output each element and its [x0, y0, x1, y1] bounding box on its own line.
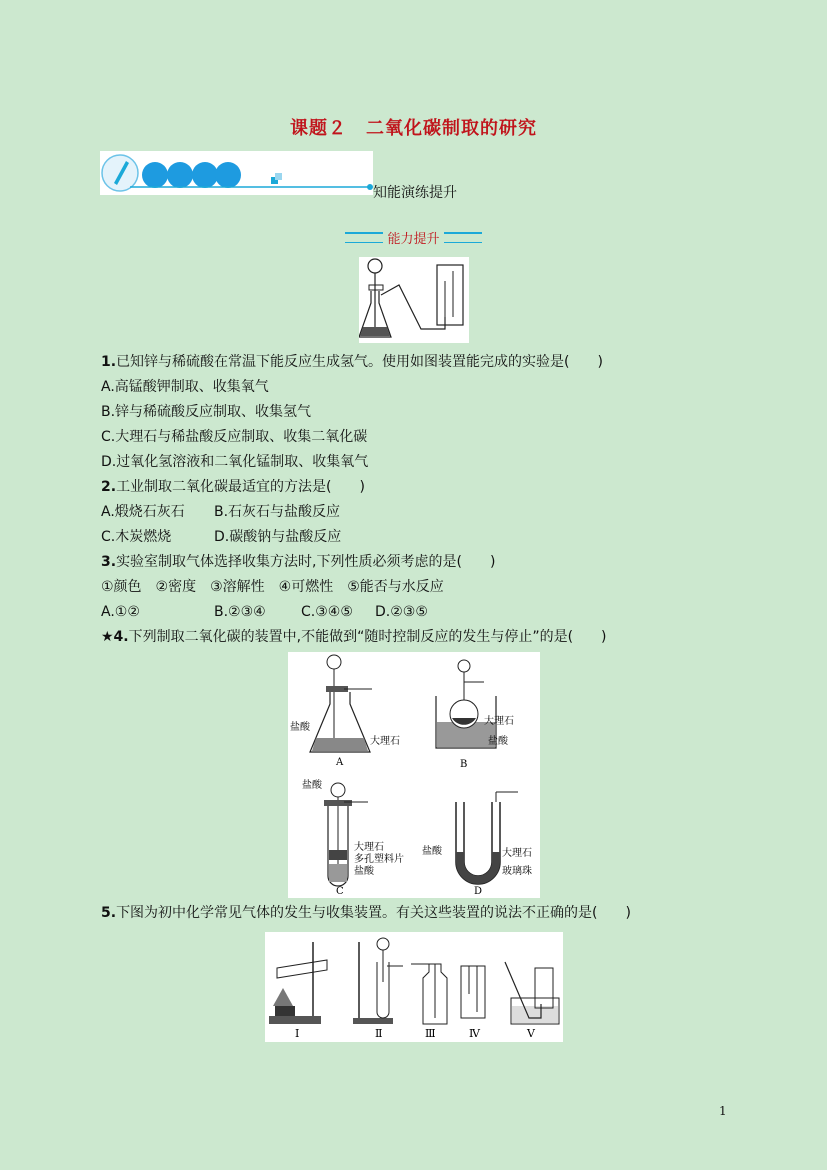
q5-label-5: Ⅴ	[527, 1027, 535, 1040]
q1-text: 已知锌与稀硫酸在常温下能反应生成氢气。使用如图装置能完成的实验是( )	[116, 354, 603, 370]
q2-text: 工业制取二氧化碳最适宜的方法是( )	[116, 479, 365, 495]
q2-option-d: D.碳酸钠与盐酸反应	[214, 529, 342, 545]
q3-option-a: A.①②	[101, 604, 140, 620]
q4-d-label: D	[474, 886, 483, 897]
section-line-right	[444, 232, 482, 243]
q5-label-4: Ⅳ	[469, 1027, 480, 1040]
q5-stem	[101, 903, 631, 923]
q2-number: 2.	[101, 479, 117, 495]
q4-d-marble-label: 大理石	[502, 848, 532, 859]
banner-dot	[215, 162, 241, 188]
q3-option-b: B.②③④	[214, 604, 266, 620]
q3-option-d: D.②③⑤	[375, 604, 428, 620]
q2-option-c: C.木炭燃烧	[101, 529, 172, 545]
q4-c-plate-label: 多孔塑料片	[354, 854, 404, 865]
q4-d-beads-label: 玻璃珠	[502, 866, 532, 877]
q4-a-marble-label: 大理石	[370, 736, 400, 747]
q4-b-label: B	[460, 759, 468, 770]
page-number: 1	[719, 1104, 727, 1118]
q3-option-c: C.③④⑤	[301, 604, 353, 620]
q1-number: 1.	[101, 354, 117, 370]
q5-number: 5.	[101, 905, 117, 921]
banner-dot	[167, 162, 193, 188]
section-heading	[0, 228, 827, 247]
q1-stem	[101, 352, 603, 372]
page-title: 课题２ 二氧化碳制取的研究	[290, 118, 537, 139]
q2-stem	[101, 477, 365, 497]
q4-a-acid-label: 盐酸	[290, 722, 310, 733]
q1-apparatus-figure	[359, 257, 469, 343]
q4-c-acid-top-label: 盐酸	[302, 780, 322, 791]
q2-option-a: A.煅烧石灰石	[101, 504, 185, 520]
q5-label-3: Ⅲ	[425, 1027, 436, 1040]
q4-a-label: A	[336, 757, 344, 768]
q4-apparatus-figure	[288, 652, 540, 898]
q1-option-b: B.锌与稀硫酸反应制取、收集氢气	[101, 404, 312, 420]
q3-text: 实验室制取气体选择收集方法时,下列性质必须考虑的是( )	[116, 554, 496, 570]
q4-b-acid-label: 盐酸	[488, 736, 508, 747]
banner-dot	[192, 162, 218, 188]
q1-option-c: C.大理石与稀盐酸反应制取、收集二氧化碳	[101, 429, 368, 445]
q4-stem	[101, 627, 607, 647]
banner-label: 知能演练提升	[373, 185, 457, 201]
q4-c-marble-label: 大理石	[354, 842, 384, 853]
section-label: 能力提升	[387, 232, 440, 247]
q4-c-label: C	[336, 886, 344, 897]
q1-option-d: D.过氧化氢溶液和二氧化锰制取、收集氧气	[101, 454, 369, 470]
q5-label-2: Ⅱ	[375, 1027, 383, 1040]
q4-b-marble-label: 大理石	[484, 716, 514, 727]
q1-option-a: A.高锰酸钾制取、收集氧气	[101, 379, 269, 395]
banner-dot	[142, 162, 168, 188]
q4-d-acid-label: 盐酸	[422, 846, 442, 857]
q3-number: 3.	[101, 554, 117, 570]
q2-option-b: B.石灰石与盐酸反应	[214, 504, 341, 520]
q5-label-1: Ⅰ	[295, 1027, 300, 1040]
q5-text: 下图为初中化学常见气体的发生与收集装置。有关这些装置的说法不正确的是( )	[116, 905, 631, 921]
q4-number: ★4.	[101, 629, 129, 645]
section-line-left	[345, 232, 383, 243]
q4-text: 下列制取二氧化碳的装置中,不能做到“随时控制反应的发生与停止”的是( )	[128, 629, 607, 645]
q5-apparatus-figure	[265, 932, 563, 1042]
q4-c-acid-label: 盐酸	[354, 866, 374, 877]
section-banner	[100, 151, 373, 195]
q3-properties: ①颜色 ②密度 ③溶解性 ④可燃性 ⑤能否与水反应	[101, 579, 444, 595]
banner-graphic	[100, 151, 373, 195]
q3-stem	[101, 552, 495, 572]
